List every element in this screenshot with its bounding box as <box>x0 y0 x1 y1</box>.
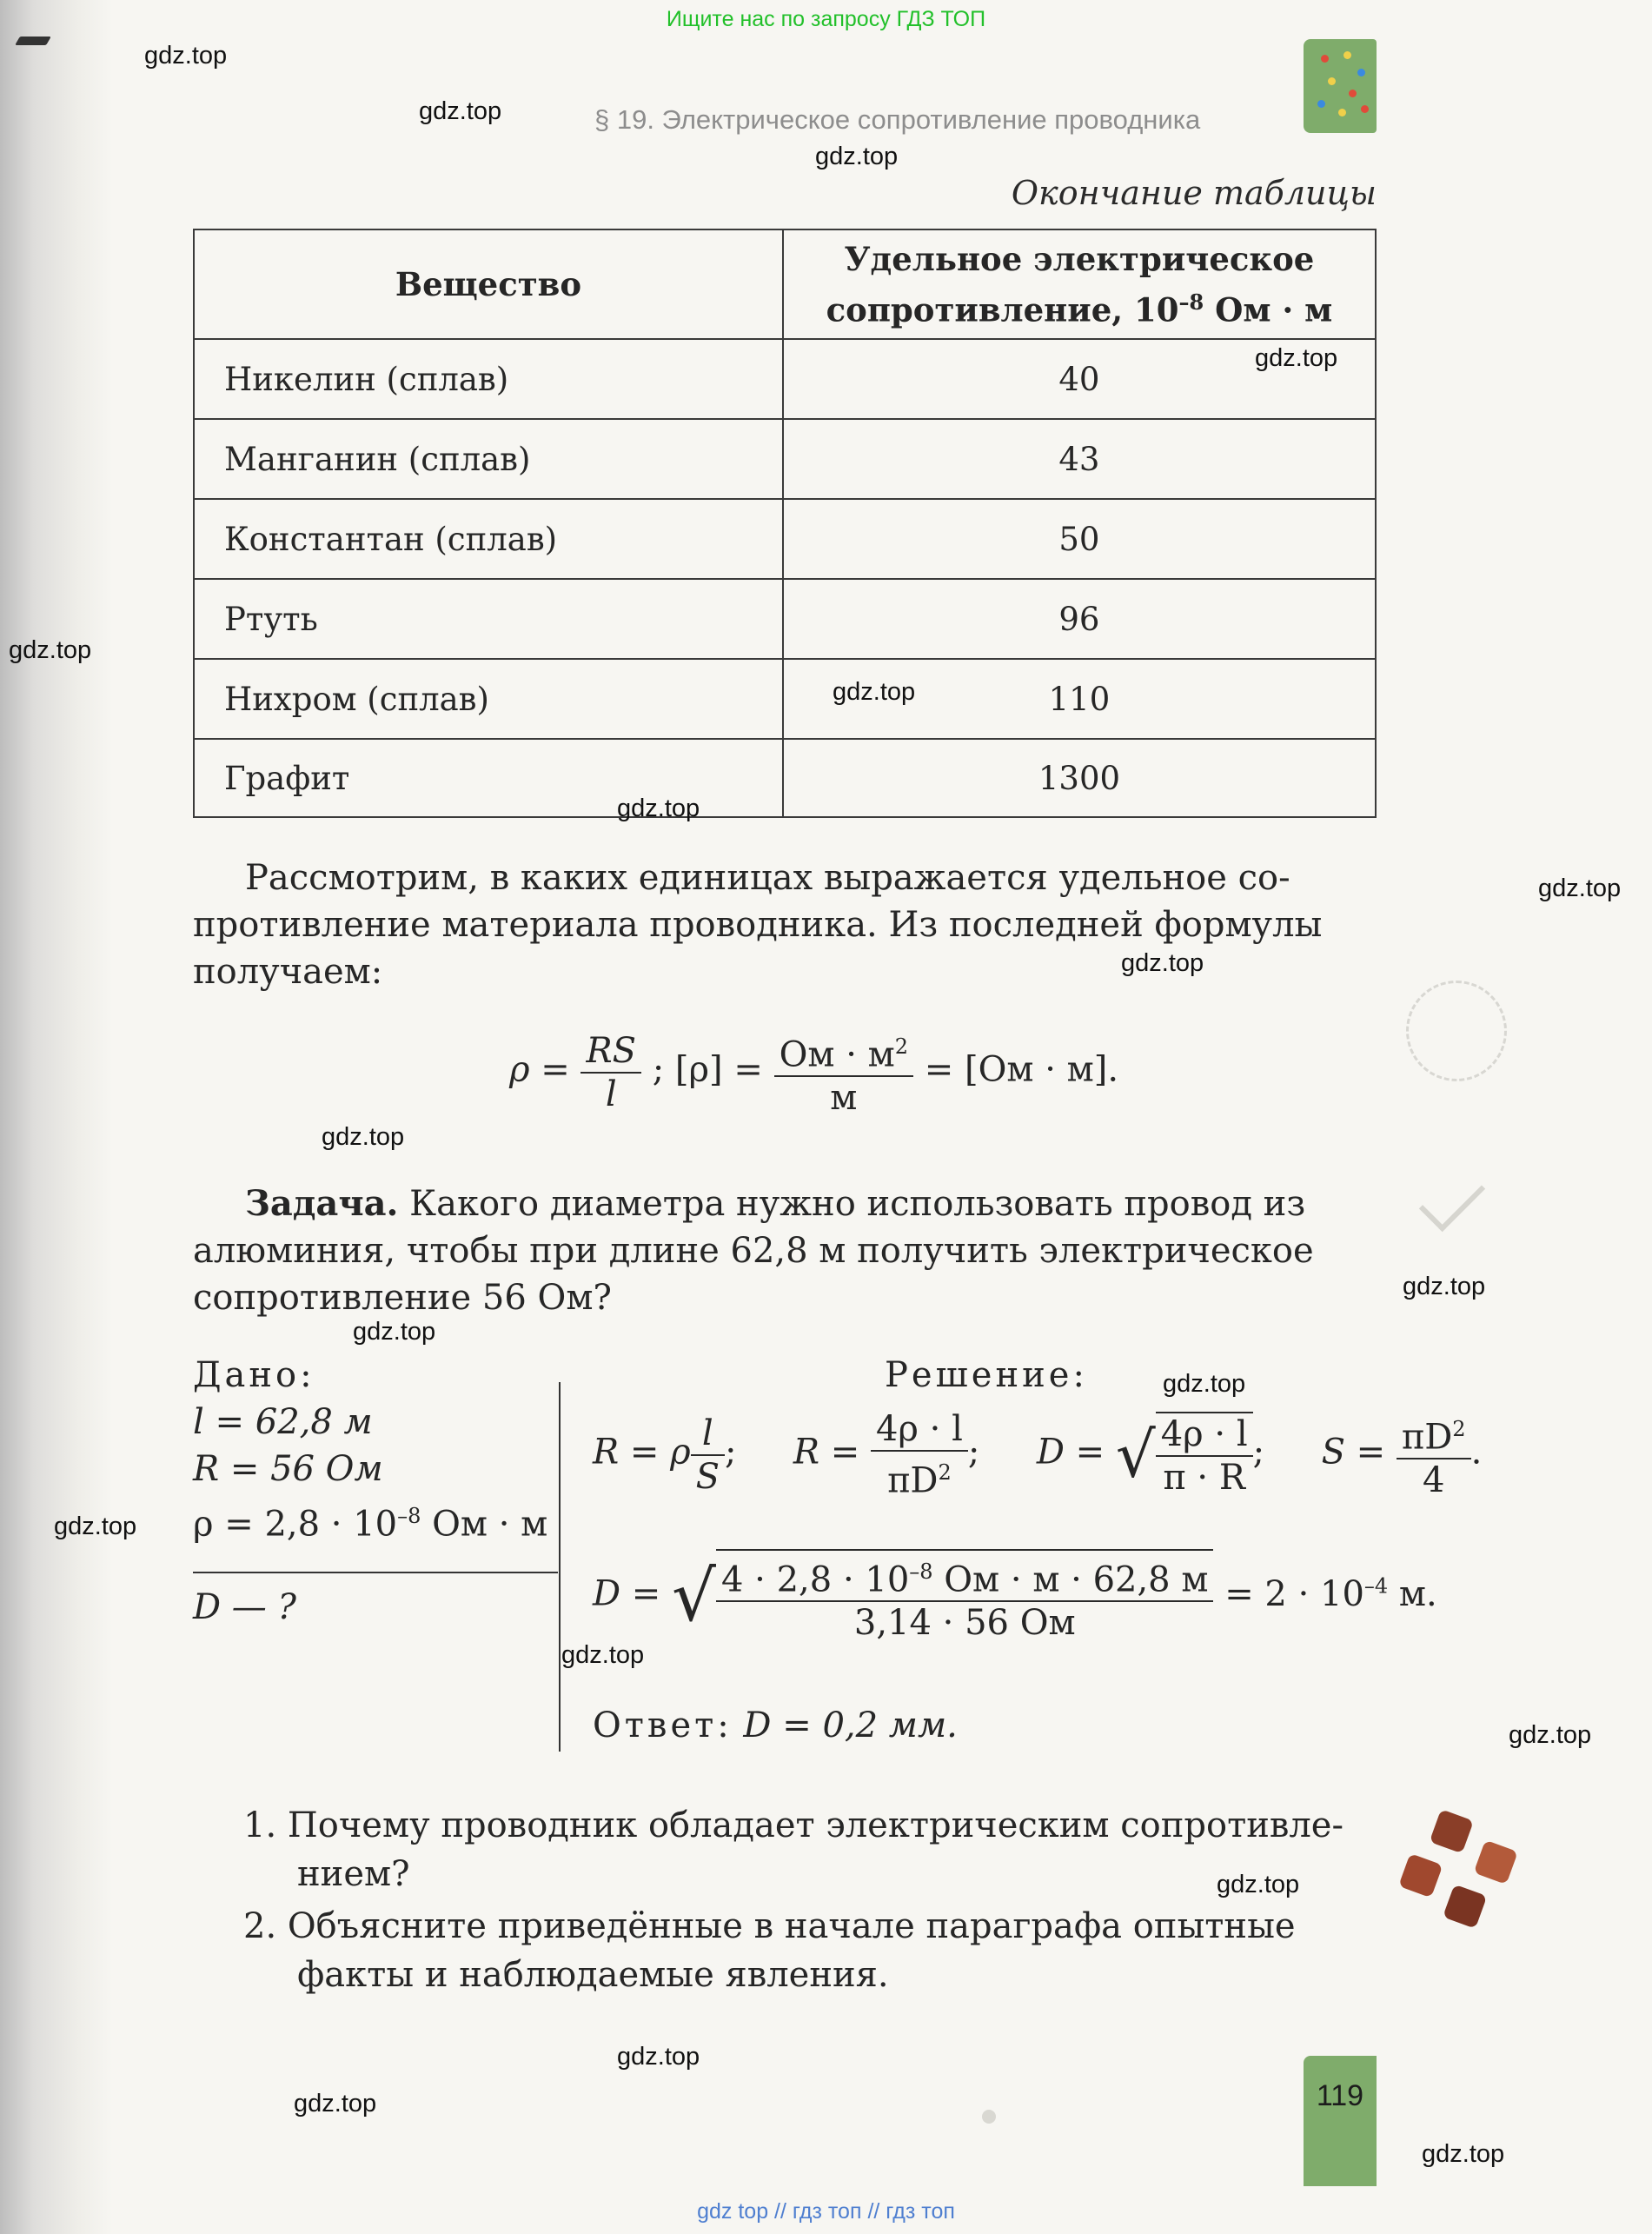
formula-s: S = <box>1321 1432 1386 1473</box>
fraction-denominator: 3,14 · 56 Ом <box>853 1603 1076 1644</box>
problem-line: Какого диаметра нужно использовать провод из <box>398 1184 1306 1224</box>
answer-value: D = 0,2 мм. <box>732 1705 958 1745</box>
row-value: 96 <box>783 579 1376 659</box>
paragraph-line: Рассмотрим, в каких единицах выражается удельное со- <box>245 858 1290 898</box>
header-resistivity-exp: –8 <box>1178 289 1204 315</box>
calc-num-exp: –8 <box>909 1559 933 1584</box>
bottom-banner[interactable]: gdz top // гдз топ // гдз топ <box>697 2199 955 2224</box>
row-value: 50 <box>783 499 1376 579</box>
denominator-text: πD <box>887 1460 939 1501</box>
row-substance: Нихром (сплав) <box>194 659 783 739</box>
question-list <box>243 1801 1377 1999</box>
row-substance: Никелин (сплав) <box>194 339 783 419</box>
fraction-l-over-s <box>691 1413 725 1498</box>
row-substance: Манганин (сплав) <box>194 419 783 499</box>
given-rho-unit: Ом · м <box>421 1504 548 1545</box>
watermark: gdz.top <box>1121 949 1204 977</box>
formula-rho-eq: ρ = <box>509 1049 570 1090</box>
question-number: 1. <box>243 1805 277 1845</box>
question-text-cont: нием? <box>297 1854 410 1894</box>
watermark: gdz.top <box>419 97 502 125</box>
numerator-exp: 2 <box>1452 1417 1466 1441</box>
given-divider <box>193 1572 558 1573</box>
list-item <box>243 1902 1377 1999</box>
fraction-calc <box>716 1549 1213 1644</box>
watermark: gdz.top <box>561 1641 645 1669</box>
calc-result-exp: –4 <box>1363 1573 1389 1599</box>
page-number: 119 <box>1316 2079 1364 2112</box>
fraction-4rl-over-pid2 <box>871 1408 968 1501</box>
watermark: gdz.top <box>9 636 92 664</box>
given-resistance: R = 56 Ом <box>193 1449 383 1489</box>
problem-line: сопротивление 56 Ом? <box>193 1278 612 1318</box>
header-resistivity-unit: Ом · м <box>1204 290 1333 329</box>
watermark: gdz.top <box>1538 874 1622 902</box>
question-text-cont: факты и наблюдаемые явления. <box>297 1955 889 1995</box>
fraction-numerator: 4ρ · l <box>871 1408 968 1452</box>
header-substance: Вещество <box>194 229 783 339</box>
watermark: gdz.top <box>353 1318 436 1346</box>
table-row <box>194 419 1376 499</box>
solution-title: Решение: <box>885 1355 1088 1395</box>
fraction-pid2-over-4 <box>1397 1408 1471 1501</box>
watermark: gdz.top <box>54 1513 137 1540</box>
row-substance: Ртуть <box>194 579 783 659</box>
calc-d: D = <box>593 1573 661 1614</box>
resistivity-table <box>193 229 1377 818</box>
table-row <box>194 739 1376 817</box>
header-resistivity-line1: Удельное электрическое <box>844 239 1315 278</box>
fraction-denominator: 4 <box>1423 1460 1445 1501</box>
sqrt-icon: √ <box>672 1556 717 1638</box>
watermark: gdz.top <box>294 2090 377 2118</box>
table-header-row <box>194 229 1376 339</box>
paragraph-line: противление материала проводника. Из последней формулы <box>193 905 1323 945</box>
formula-r-rho: R = ρ <box>593 1432 691 1473</box>
fraction-rs-over-l <box>581 1030 641 1115</box>
page-number-tab <box>1304 2056 1377 2186</box>
fraction-units <box>774 1026 913 1119</box>
gdz-logo-icon <box>1396 1806 1521 1931</box>
row-substance: Графит <box>194 739 783 817</box>
fraction-denominator: l <box>605 1074 617 1114</box>
chapter-tab-icon <box>1304 39 1377 133</box>
given-find: D — ? <box>193 1587 296 1627</box>
fraction-denominator: м <box>830 1078 858 1119</box>
numerator-text: πD <box>1401 1417 1453 1458</box>
problem-label: Задача. <box>245 1183 399 1224</box>
table-row <box>194 339 1376 419</box>
table-row <box>194 579 1376 659</box>
watermark: gdz.top <box>1403 1273 1486 1300</box>
denominator-exp: 2 <box>938 1460 952 1485</box>
paragraph-line: получаем: <box>193 952 383 992</box>
calc-result-unit: м. <box>1388 1573 1437 1614</box>
calc-result <box>1224 1574 1437 1614</box>
fraction-numerator <box>1397 1408 1471 1459</box>
fraction-numerator: 4ρ · l <box>1156 1413 1253 1457</box>
formula-r: R = <box>793 1432 860 1473</box>
spine-mark <box>15 37 51 45</box>
given-length: l = 62,8 м <box>193 1402 373 1442</box>
top-banner[interactable]: Ищите нас по запросу ГДЗ ТОП <box>666 7 986 31</box>
row-value: 110 <box>783 659 1376 739</box>
fraction-under-root <box>1156 1412 1253 1499</box>
units-numerator-exp: 2 <box>894 1034 909 1059</box>
formula-rho-units: ; [ρ] = <box>652 1049 763 1090</box>
watermark: gdz.top <box>144 42 228 70</box>
calc-num-text: 4 · 2,8 · 10 <box>721 1559 910 1600</box>
decor-dot <box>982 2110 996 2124</box>
given-block <box>193 1352 547 1547</box>
formula-d: D = <box>1036 1432 1105 1473</box>
watermark: gdz.top <box>1422 2140 1505 2168</box>
row-value: 40 <box>783 339 1376 419</box>
answer-line <box>593 1702 958 1749</box>
solution-formulas: R = ρ $\frac{l}{S}$ ; R = $\frac{4\rho \cdot l}{\pi D^2}$ ; D = √ $\frac{4\rho \cdot l}{\pi \cdot R}$ ; S = $\frac{\pi D^2}{4}$ . <box>593 1409 1483 1501</box>
units-numerator-text: Ом · м <box>779 1034 895 1075</box>
list-item <box>243 1801 1377 1898</box>
answer-label: Ответ: <box>593 1705 733 1745</box>
table-row <box>194 659 1376 739</box>
watermark: gdz.top <box>1255 344 1338 372</box>
solution-calculation <box>593 1549 1437 1644</box>
row-substance: Константан (сплав) <box>194 499 783 579</box>
calc-result-prefix: = 2 · 10 <box>1224 1573 1364 1614</box>
watermark: gdz.top <box>815 143 899 170</box>
watermark: gdz.top <box>1509 1721 1592 1749</box>
header-resistivity <box>783 229 1376 339</box>
fraction-denominator <box>871 1452 968 1501</box>
row-value: 1300 <box>783 739 1376 817</box>
watermark: gdz.top <box>833 678 916 706</box>
given-rho-prefix: ρ = 2,8 · 10 <box>193 1504 398 1545</box>
header-resistivity-line2: сопротивление, 10 <box>826 290 1179 329</box>
units-formula <box>509 1026 1118 1119</box>
solution-divider <box>559 1382 561 1752</box>
fraction-denominator: π · R <box>1163 1457 1245 1498</box>
watermark: gdz.top <box>1217 1871 1300 1898</box>
formula-tail: = [Ом · м]. <box>924 1049 1119 1090</box>
decor-check-icon <box>1419 1166 1485 1232</box>
watermark: gdz.top <box>617 795 700 822</box>
fraction-numerator: l <box>691 1413 725 1456</box>
problem-line: алюминия, чтобы при длине 62,8 м получить электрическое <box>193 1231 1314 1271</box>
problem-statement <box>193 1180 1377 1321</box>
question-number: 2. <box>243 1906 277 1946</box>
given-title: Дано: <box>193 1355 315 1395</box>
section-title: § 19. Электрическое сопротивление проводника <box>594 104 1201 135</box>
watermark: gdz.top <box>617 2043 700 2071</box>
fraction-numerator <box>716 1551 1213 1602</box>
question-text: Объясните приведённые в начале параграфа опытные <box>287 1906 1296 1946</box>
table-row <box>194 499 1376 579</box>
given-rho-exp: –8 <box>397 1504 421 1528</box>
given-rho <box>193 1493 547 1547</box>
table-caption: Окончание таблицы <box>1011 174 1377 212</box>
calc-num-unit: Ом · м · 62,8 м <box>932 1559 1209 1600</box>
question-text: Почему проводник обладает электрическим сопротивле- <box>287 1805 1343 1845</box>
fraction-numerator: RS <box>581 1030 641 1074</box>
fraction-denominator: S <box>695 1456 720 1497</box>
fraction-numerator <box>774 1026 913 1077</box>
decor-circle <box>1406 981 1507 1081</box>
watermark: gdz.top <box>1163 1370 1246 1398</box>
book-spine-shadow <box>0 0 113 2234</box>
sqrt-icon: √ <box>1115 1418 1156 1492</box>
row-value: 43 <box>783 419 1376 499</box>
watermark: gdz.top <box>322 1123 405 1151</box>
